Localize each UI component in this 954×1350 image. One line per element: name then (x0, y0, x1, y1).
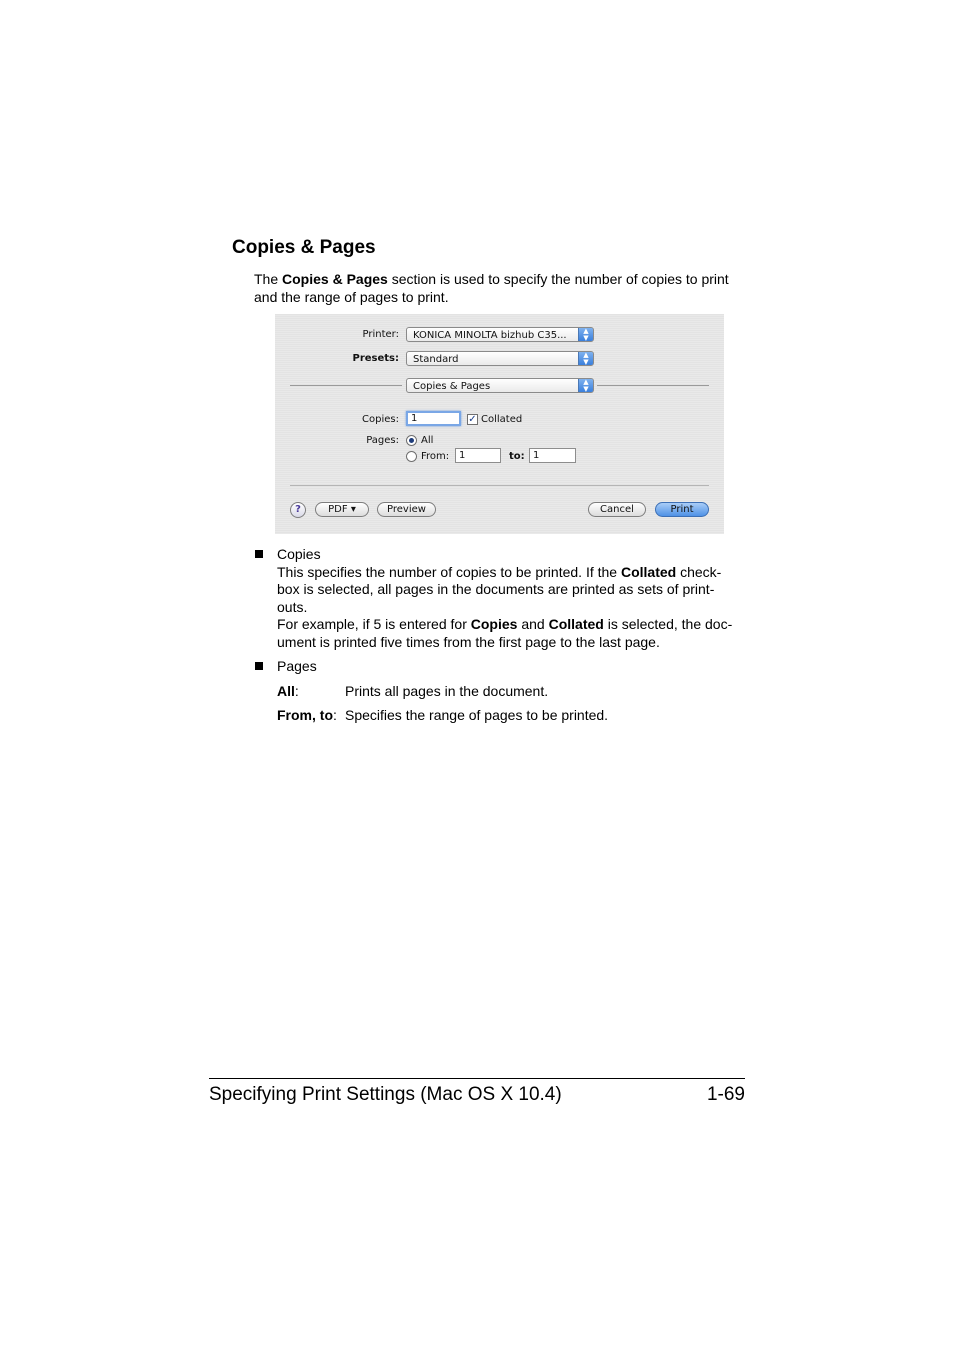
collated-label: Collated (481, 414, 523, 425)
page-number: 1-69 (706, 1084, 745, 1105)
from-input[interactable]: 1 (455, 448, 501, 463)
copies-label: Copies: (362, 414, 399, 425)
separator-right (597, 385, 709, 386)
fromto-description: Specifies the range of pages to be printed. (345, 707, 609, 723)
bullet-icon (255, 550, 263, 558)
pages-heading: Pages (277, 658, 317, 674)
copies-item: Copies This specifies the number of copies to be printed. If the Collated check- box is selected, all pages in the documents are printed as sets of print- outs. For example, if 5 is entered for Copies and Collated is selected, the doc- ument is printed five times from the first page to the last page. (277, 546, 733, 650)
popup-arrows-icon: ▲ ▼ (578, 327, 594, 342)
bullet-icon (255, 662, 263, 670)
copies-input[interactable]: 1 (406, 411, 461, 426)
popup-arrows-icon: ▲ ▼ (578, 351, 594, 366)
collated-checkbox[interactable]: ✓ (468, 414, 477, 425)
presets-popup[interactable]: Standard ▲ ▼ (406, 351, 594, 366)
print-button[interactable]: Print (655, 502, 709, 517)
separator-bottom (290, 485, 709, 486)
section-title: Copies & Pages (232, 237, 376, 258)
printer-label: Printer: (362, 329, 399, 340)
pages-label: Pages: (366, 435, 399, 446)
presets-label: Presets: (352, 353, 399, 364)
footer-rule (209, 1078, 745, 1079)
separator-left (290, 385, 402, 386)
print-dialog-screenshot (275, 314, 724, 534)
all-description: Prints all pages in the document. (345, 683, 549, 699)
intro-bold: Copies & Pages (282, 271, 388, 287)
cancel-button[interactable]: Cancel (588, 502, 646, 517)
all-term: All: (277, 683, 299, 699)
fromto-term: From, to: (277, 707, 337, 723)
pages-all-radio[interactable] (406, 435, 417, 446)
to-label: to: (509, 451, 525, 462)
printer-popup[interactable]: KONICA MINOLTA bizhub C35... ▲ ▼ (406, 327, 594, 342)
intro-paragraph: The Copies & Pages section is used to specify the number of copies to print and the range of pages to print. (254, 271, 729, 305)
pages-all-label: All (421, 435, 434, 446)
popup-arrows-icon: ▲ ▼ (578, 378, 594, 393)
footer-title: Specifying Print Settings (Mac OS X 10.4) (209, 1084, 562, 1105)
pages-from-label: From: (421, 451, 450, 462)
panel-popup[interactable]: Copies & Pages ▲ ▼ (406, 378, 594, 393)
help-icon[interactable]: ? (290, 502, 306, 518)
pages-from-radio[interactable] (406, 451, 417, 462)
pdf-button[interactable]: PDF ▾ (315, 502, 369, 517)
to-input[interactable]: 1 (529, 448, 576, 463)
preview-button[interactable]: Preview (377, 502, 436, 517)
